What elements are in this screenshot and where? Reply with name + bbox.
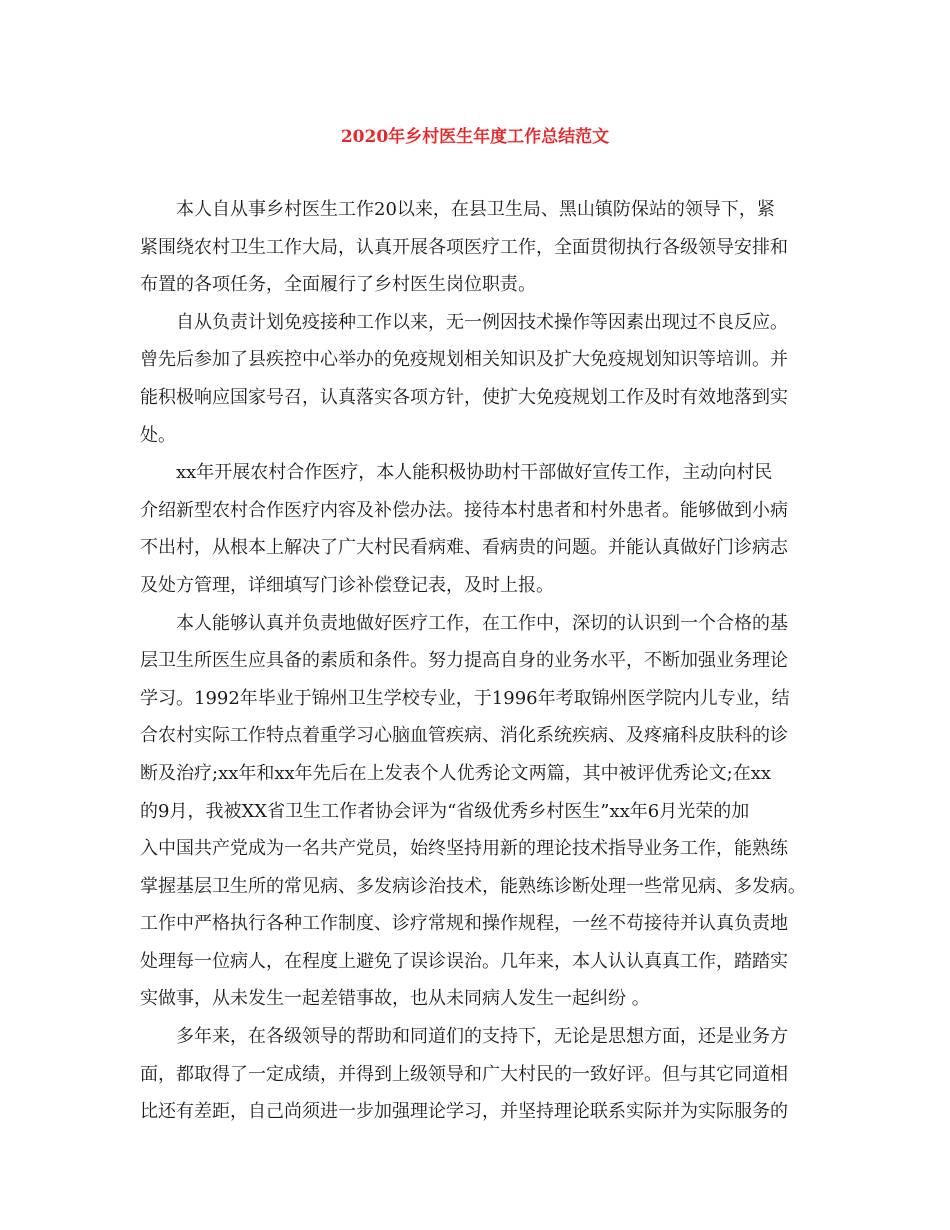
text-line: 及处方管理，详细填写门诊补偿登记表，及时上报。 bbox=[140, 574, 554, 596]
text-line: 学习。1992年毕业于锦州卫生学校专业，于1996年考取锦州医学院内儿专业，结 bbox=[140, 687, 790, 709]
text-line: 本人自从事乡村医生工作20以来，在县卫生局、黑山镇防保站的领导下，紧 bbox=[176, 199, 775, 220]
text-line: 能积极响应国家号召，认真落实各项方针，使扩大免疫规划工作及时有效地落到实 bbox=[140, 386, 788, 408]
text-line: 紧围绕农村卫生工作大局，认真开展各项医疗工作，全面贯彻执行各级领导安排和 bbox=[140, 236, 788, 258]
text-line: 工作中严格执行各种工作制度、诊疗常规和操作规程，一丝不苟接待并认真负责地 bbox=[140, 913, 788, 935]
text-line: 面，都取得了一定成绩，并得到上级领导和广大村民的一致好评。但与其它同道相 bbox=[140, 1063, 788, 1085]
text-line: 自从负责计划免疫接种工作以来，无一例因技术操作等因素出现过不良反应。 bbox=[176, 311, 788, 333]
text-line: 合农村实际工作特点着重学习心脑血管疾病、消化系统疾病、及疼痛科皮肤科的诊 bbox=[140, 725, 788, 747]
paragraph bbox=[140, 1018, 830, 1131]
paragraph bbox=[140, 191, 830, 304]
text-line: 介绍新型农村合作医疗内容及补偿办法。接待本村患者和村外患者。能够做到小病 bbox=[140, 499, 788, 521]
paragraph bbox=[140, 605, 830, 1019]
text-line: 掌握基层卫生所的常见病、多发病诊治技术，能熟练诊断处理一些常见病、多发病。 bbox=[140, 875, 806, 897]
paragraph bbox=[140, 304, 830, 454]
text-line: 布置的各项任务，全面履行了乡村医生岗位职责。 bbox=[140, 274, 536, 296]
text-line: 处理每一位病人，在程度上避免了误诊误治。几年来，本人认认真真工作，踏踏实 bbox=[140, 950, 788, 972]
document-title: 2020年乡村医生年度工作总结范文 bbox=[340, 127, 610, 147]
text-line: 不出村，从根本上解决了广大村民看病难、看病贵的问题。并能认真做好门诊病志 bbox=[140, 537, 788, 559]
text-line: 处。 bbox=[140, 424, 176, 446]
text-line: 曾先后参加了县疾控中心举办的免疫规划相关知识及扩大免疫规划知识等培训。并 bbox=[140, 349, 788, 371]
text-line: 比还有差距，自己尚须进一步加强理论学习，并坚持理论联系实际并为实际服务的 bbox=[140, 1101, 788, 1123]
text-line: 断及治疗;xx年和xx年先后在上发表个人优秀论文两篇，其中被评优秀论文;在xx bbox=[140, 762, 772, 784]
text-line: 本人能够认真并负责地做好医疗工作，在工作中，深切的认识到一个合格的基 bbox=[176, 612, 788, 634]
text-line: 层卫生所医生应具备的素质和条件。努力提高自身的业务水平，不断加强业务理论 bbox=[140, 650, 788, 672]
text-line: 实做事，从未发生一起差错事故，也从未同病人发生一起纠纷 。 bbox=[140, 988, 650, 1010]
text-line: xx年开展农村合作医疗，本人能积极协助村干部做好宣传工作，主动向村民 bbox=[176, 462, 773, 484]
text-line: 入中国共产党成为一名共产党员，始终坚持用新的理论技术指导业务工作，能熟练 bbox=[140, 838, 788, 860]
document-body bbox=[140, 191, 830, 1131]
text-line: 多年来，在各级领导的帮助和同道们的支持下，无论是思想方面，还是业务方 bbox=[176, 1026, 788, 1048]
paragraph bbox=[140, 454, 830, 604]
text-line: 的9月，我被XX省卫生工作者协会评为“省级优秀乡村医生”xx年6月光荣的加 bbox=[140, 800, 750, 822]
